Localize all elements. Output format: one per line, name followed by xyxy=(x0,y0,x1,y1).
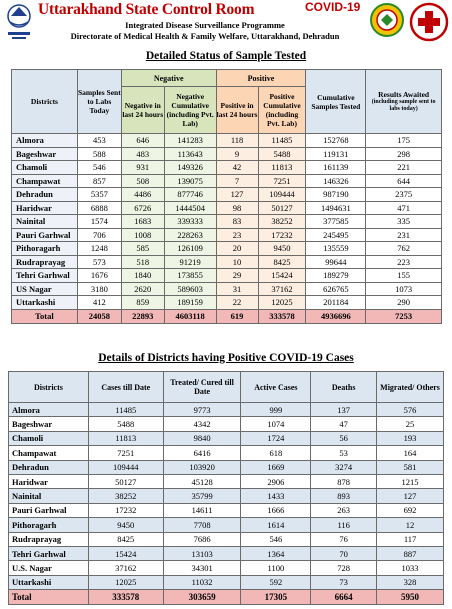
positive-cumulative-cell: 50127 xyxy=(258,201,306,215)
deaths-cell: 3274 xyxy=(311,460,377,474)
positive-cumulative-cell: 15424 xyxy=(258,269,306,283)
district-cell: U.S. Nagar xyxy=(9,561,89,575)
results-awaited-cell: 335 xyxy=(366,215,442,229)
cumulative-samples-cell: 146326 xyxy=(306,174,366,188)
table-row xyxy=(12,161,442,175)
total-row xyxy=(9,590,444,605)
table-row xyxy=(9,532,444,546)
col-header-negative-24h: Negative in last 24 hours xyxy=(121,87,164,134)
sample-status-body xyxy=(12,134,442,324)
cases-cell: 9450 xyxy=(88,518,163,532)
district-cell: Dehradun xyxy=(12,188,78,202)
total-cell: 22893 xyxy=(121,309,164,323)
total-cell: 333578 xyxy=(88,590,163,605)
deaths-cell: 47 xyxy=(311,417,377,431)
district-cell: Champawat xyxy=(9,446,89,460)
table-row xyxy=(9,489,444,503)
district-cell: Chamoli xyxy=(9,431,89,445)
cases-cell: 12025 xyxy=(88,575,163,589)
table-row xyxy=(9,460,444,474)
district-cell: Rudraprayag xyxy=(12,255,78,269)
results-awaited-cell: 175 xyxy=(366,134,442,148)
positive-24h-cell: 22 xyxy=(216,296,258,310)
positive-24h-cell: 98 xyxy=(216,201,258,215)
covid-label xyxy=(305,0,360,14)
table-row xyxy=(12,282,442,296)
district-cell: Nainital xyxy=(9,489,89,503)
table-row xyxy=(9,546,444,560)
negative-cumulative-cell: 139075 xyxy=(164,174,216,188)
positive-cumulative-cell: 37162 xyxy=(258,282,306,296)
table-row xyxy=(12,228,442,242)
migrated-cell: 581 xyxy=(377,460,444,474)
migrated-cell: 12 xyxy=(377,518,444,532)
district-cell: Rudraprayag xyxy=(9,532,89,546)
samples-cell: 5357 xyxy=(77,188,121,202)
cases-cell: 17232 xyxy=(88,503,163,517)
active-cell: 999 xyxy=(241,403,311,417)
group-header-negative: Negative xyxy=(121,70,216,87)
positive-cumulative-cell: 109444 xyxy=(258,188,306,202)
migrated-cell: 1033 xyxy=(377,561,444,575)
district-cell: Pauri Garhwal xyxy=(12,228,78,242)
negative-cumulative-cell: 339333 xyxy=(164,215,216,229)
deaths-cell: 116 xyxy=(311,518,377,532)
cases-cell: 11485 xyxy=(88,403,163,417)
deaths-cell: 70 xyxy=(311,546,377,560)
active-cell: 618 xyxy=(241,446,311,460)
samples-cell: 412 xyxy=(77,296,121,310)
negative-cumulative-cell: 91219 xyxy=(164,255,216,269)
samples-cell: 3180 xyxy=(77,282,121,296)
deaths-cell: 76 xyxy=(311,532,377,546)
table-row xyxy=(12,296,442,310)
district-cell: Nainital xyxy=(12,215,78,229)
table-row xyxy=(12,269,442,283)
sample-status-table xyxy=(11,69,442,324)
deaths-cell: 263 xyxy=(311,503,377,517)
table-row xyxy=(12,188,442,202)
negative-24h-cell: 2620 xyxy=(121,282,164,296)
deaths-cell: 893 xyxy=(311,489,377,503)
negative-cumulative-cell: 228263 xyxy=(164,228,216,242)
positive-cumulative-cell: 9450 xyxy=(258,242,306,256)
cumulative-samples-cell: 626765 xyxy=(306,282,366,296)
cumulative-samples-cell: 201184 xyxy=(306,296,366,310)
cumulative-samples-cell: 99644 xyxy=(306,255,366,269)
deaths-cell: 53 xyxy=(311,446,377,460)
results-awaited-cell: 155 xyxy=(366,269,442,283)
results-awaited-cell: 290 xyxy=(366,296,442,310)
program-logo xyxy=(369,2,405,38)
treated-cell: 9773 xyxy=(163,403,241,417)
negative-cumulative-cell: 877746 xyxy=(164,188,216,202)
negative-24h-cell: 483 xyxy=(121,147,164,161)
negative-24h-cell: 508 xyxy=(121,174,164,188)
positive-24h-cell: 23 xyxy=(216,228,258,242)
treated-cell: 13103 xyxy=(163,546,241,560)
positive-cumulative-cell: 8425 xyxy=(258,255,306,269)
district-cell: Chamoli xyxy=(12,161,78,175)
treated-cell: 14611 xyxy=(163,503,241,517)
col-header-active: Active Cases xyxy=(241,372,311,403)
treated-cell: 45128 xyxy=(163,474,241,488)
table-row xyxy=(12,215,442,229)
negative-cumulative-cell: 113643 xyxy=(164,147,216,161)
migrated-cell: 117 xyxy=(377,532,444,546)
covid-label-text: COVID-19 xyxy=(305,0,361,14)
samples-cell: 1574 xyxy=(77,215,121,229)
negative-cumulative-cell: 149326 xyxy=(164,161,216,175)
migrated-cell: 164 xyxy=(377,446,444,460)
total-cell: 5950 xyxy=(377,590,444,605)
positive-24h-cell: 29 xyxy=(216,269,258,283)
treated-cell: 11032 xyxy=(163,575,241,589)
negative-24h-cell: 585 xyxy=(121,242,164,256)
col-header-migrated: Migrated/ Others xyxy=(377,372,444,403)
migrated-cell: 576 xyxy=(377,403,444,417)
district-cell: Haridwar xyxy=(9,474,89,488)
negative-cumulative-cell: 589603 xyxy=(164,282,216,296)
header-subtitle-programme: Integrated Disease Surveillance Programme xyxy=(125,20,285,30)
cumulative-samples-cell: 152768 xyxy=(306,134,366,148)
state-emblem-logo xyxy=(2,2,36,42)
active-cell: 1614 xyxy=(241,518,311,532)
cumulative-samples-cell: 1494631 xyxy=(306,201,366,215)
table-row xyxy=(12,242,442,256)
active-cell: 1100 xyxy=(241,561,311,575)
col-header-cumulative-samples: Cumulative Samples Tested xyxy=(306,70,366,134)
col-header-samples: Samples Sent to Labs Today xyxy=(77,70,121,134)
results-awaited-cell: 221 xyxy=(366,161,442,175)
active-cell: 1669 xyxy=(241,460,311,474)
results-awaited-label: Results Awaited xyxy=(378,90,430,99)
total-cell: 4603118 xyxy=(164,309,216,323)
cases-cell: 109444 xyxy=(88,460,163,474)
table-row xyxy=(9,474,444,488)
negative-24h-cell: 931 xyxy=(121,161,164,175)
positive-24h-cell: 42 xyxy=(216,161,258,175)
health-mission-logo xyxy=(409,2,449,42)
positive-24h-cell: 127 xyxy=(216,188,258,202)
results-awaited-cell: 2375 xyxy=(366,188,442,202)
positive-cumulative-cell: 5488 xyxy=(258,147,306,161)
cumulative-samples-cell: 119131 xyxy=(306,147,366,161)
cumulative-samples-cell: 161139 xyxy=(306,161,366,175)
table-row xyxy=(9,417,444,431)
col-header-deaths: Deaths xyxy=(311,372,377,403)
active-cell: 1666 xyxy=(241,503,311,517)
deaths-cell: 73 xyxy=(311,575,377,589)
district-cell: Uttarkashi xyxy=(12,296,78,310)
migrated-cell: 328 xyxy=(377,575,444,589)
positive-24h-cell: 20 xyxy=(216,242,258,256)
col-header-positive-24h: Positive in last 24 hours xyxy=(216,87,258,134)
total-label: Total xyxy=(9,590,89,605)
negative-24h-cell: 6726 xyxy=(121,201,164,215)
negative-24h-cell: 646 xyxy=(121,134,164,148)
positive-cumulative-cell: 7251 xyxy=(258,174,306,188)
treated-cell: 4342 xyxy=(163,417,241,431)
district-cell: Haridwar xyxy=(12,201,78,215)
total-row xyxy=(12,309,442,323)
samples-cell: 588 xyxy=(77,147,121,161)
samples-cell: 546 xyxy=(77,161,121,175)
district-cell: Tehri Garhwal xyxy=(9,546,89,560)
total-cell: 17305 xyxy=(241,590,311,605)
positive-cases-table xyxy=(8,371,444,605)
negative-24h-cell: 1008 xyxy=(121,228,164,242)
col-header-cases: Cases till Date xyxy=(88,372,163,403)
positive-cases-body xyxy=(9,403,444,605)
positive-24h-cell: 10 xyxy=(216,255,258,269)
negative-cumulative-cell: 141283 xyxy=(164,134,216,148)
results-awaited-cell: 762 xyxy=(366,242,442,256)
total-cell: 4936696 xyxy=(306,309,366,323)
district-cell: Almora xyxy=(9,403,89,417)
negative-24h-cell: 1683 xyxy=(121,215,164,229)
results-awaited-cell: 223 xyxy=(366,255,442,269)
positive-24h-cell: 83 xyxy=(216,215,258,229)
district-cell: Bageshwar xyxy=(9,417,89,431)
total-cell: 24058 xyxy=(77,309,121,323)
col-header-positive-cumulative: Positive Cumulative (including Pvt. Lab) xyxy=(258,87,306,134)
treated-cell: 9840 xyxy=(163,431,241,445)
table-row xyxy=(12,201,442,215)
cases-cell: 7251 xyxy=(88,446,163,460)
results-awaited-cell: 1073 xyxy=(366,282,442,296)
negative-cumulative-cell: 189159 xyxy=(164,296,216,310)
district-cell: Bageshwar xyxy=(12,147,78,161)
col-header-results-awaited xyxy=(366,70,442,134)
positive-24h-cell: 9 xyxy=(216,147,258,161)
deaths-cell: 56 xyxy=(311,431,377,445)
district-cell: Almora xyxy=(12,134,78,148)
results-awaited-cell: 644 xyxy=(366,174,442,188)
district-cell: Pauri Garhwal xyxy=(9,503,89,517)
district-cell: Dehradun xyxy=(9,460,89,474)
active-cell: 1433 xyxy=(241,489,311,503)
district-cell: Uttarkashi xyxy=(9,575,89,589)
negative-cumulative-cell: 126109 xyxy=(164,242,216,256)
samples-cell: 706 xyxy=(77,228,121,242)
treated-cell: 35799 xyxy=(163,489,241,503)
district-cell: Pithoragarh xyxy=(12,242,78,256)
results-awaited-cell: 231 xyxy=(366,228,442,242)
samples-cell: 453 xyxy=(77,134,121,148)
negative-24h-cell: 518 xyxy=(121,255,164,269)
table-row xyxy=(12,255,442,269)
negative-24h-cell: 859 xyxy=(121,296,164,310)
treated-cell: 7686 xyxy=(163,532,241,546)
total-cell: 7253 xyxy=(366,309,442,323)
samples-cell: 6888 xyxy=(77,201,121,215)
treated-cell: 7708 xyxy=(163,518,241,532)
active-cell: 546 xyxy=(241,532,311,546)
migrated-cell: 193 xyxy=(377,431,444,445)
negative-24h-cell: 1840 xyxy=(121,269,164,283)
col-header-district: Districts xyxy=(9,372,89,403)
migrated-cell: 127 xyxy=(377,489,444,503)
col-header-district: Districts xyxy=(12,70,78,134)
deaths-cell: 878 xyxy=(311,474,377,488)
cases-cell: 50127 xyxy=(88,474,163,488)
cumulative-samples-cell: 377585 xyxy=(306,215,366,229)
treated-cell: 103920 xyxy=(163,460,241,474)
table-row xyxy=(12,174,442,188)
table-row xyxy=(9,561,444,575)
positive-24h-cell: 31 xyxy=(216,282,258,296)
table-row xyxy=(9,575,444,589)
table-row xyxy=(9,446,444,460)
active-cell: 1724 xyxy=(241,431,311,445)
cumulative-samples-cell: 245495 xyxy=(306,228,366,242)
positive-cumulative-cell: 12025 xyxy=(258,296,306,310)
cases-cell: 5488 xyxy=(88,417,163,431)
samples-cell: 573 xyxy=(77,255,121,269)
cases-cell: 38252 xyxy=(88,489,163,503)
treated-cell: 6416 xyxy=(163,446,241,460)
group-header-positive: Positive xyxy=(216,70,306,87)
header-subtitle-directorate: Directorate of Medical Health & Family Welfare, Uttarakhand, Dehradun xyxy=(70,31,340,41)
district-cell: US Nagar xyxy=(12,282,78,296)
total-cell: 619 xyxy=(216,309,258,323)
table-row xyxy=(9,431,444,445)
cases-cell: 37162 xyxy=(88,561,163,575)
district-cell: Pithoragarh xyxy=(9,518,89,532)
table-row xyxy=(12,134,442,148)
district-cell: Champawat xyxy=(12,174,78,188)
migrated-cell: 1215 xyxy=(377,474,444,488)
district-cell: Tehri Garhwal xyxy=(12,269,78,283)
table-row xyxy=(9,403,444,417)
deaths-cell: 137 xyxy=(311,403,377,417)
section-title-samples: Detailed Status of Sample Tested xyxy=(145,50,307,62)
active-cell: 1074 xyxy=(241,417,311,431)
page-title: Uttarakhand State Control Room xyxy=(38,1,255,18)
col-header-negative-cumulative: Negative Cumulative (including Pvt. Lab) xyxy=(164,87,216,134)
negative-cumulative-cell: 173855 xyxy=(164,269,216,283)
cumulative-samples-cell: 135559 xyxy=(306,242,366,256)
migrated-cell: 887 xyxy=(377,546,444,560)
active-cell: 592 xyxy=(241,575,311,589)
positive-cumulative-cell: 38252 xyxy=(258,215,306,229)
migrated-cell: 25 xyxy=(377,417,444,431)
negative-cumulative-cell: 1444504 xyxy=(164,201,216,215)
results-awaited-cell: 471 xyxy=(366,201,442,215)
samples-cell: 857 xyxy=(77,174,121,188)
cumulative-samples-cell: 987190 xyxy=(306,188,366,202)
col-header-treated: Treated/ Cured till Date xyxy=(163,372,241,403)
migrated-cell: 692 xyxy=(377,503,444,517)
section-title-positive: Details of Districts having Positive COVID-19 Cases xyxy=(98,352,354,364)
results-awaited-note: (including sample sent to labs today) xyxy=(371,99,436,112)
total-label: Total xyxy=(12,309,78,323)
table-row xyxy=(9,518,444,532)
positive-24h-cell: 118 xyxy=(216,134,258,148)
positive-cumulative-cell: 11485 xyxy=(258,134,306,148)
total-cell: 303659 xyxy=(163,590,241,605)
samples-cell: 1248 xyxy=(77,242,121,256)
samples-cell: 1676 xyxy=(77,269,121,283)
active-cell: 2906 xyxy=(241,474,311,488)
deaths-cell: 728 xyxy=(311,561,377,575)
table-row xyxy=(12,147,442,161)
cases-cell: 15424 xyxy=(88,546,163,560)
cumulative-samples-cell: 189279 xyxy=(306,269,366,283)
total-cell: 333578 xyxy=(258,309,306,323)
results-awaited-cell: 298 xyxy=(366,147,442,161)
treated-cell: 34301 xyxy=(163,561,241,575)
cases-cell: 11813 xyxy=(88,431,163,445)
positive-cumulative-cell: 17232 xyxy=(258,228,306,242)
active-cell: 1364 xyxy=(241,546,311,560)
table-row xyxy=(9,503,444,517)
positive-24h-cell: 7 xyxy=(216,174,258,188)
positive-cumulative-cell: 11813 xyxy=(258,161,306,175)
negative-24h-cell: 4486 xyxy=(121,188,164,202)
cases-cell: 8425 xyxy=(88,532,163,546)
total-cell: 6664 xyxy=(311,590,377,605)
